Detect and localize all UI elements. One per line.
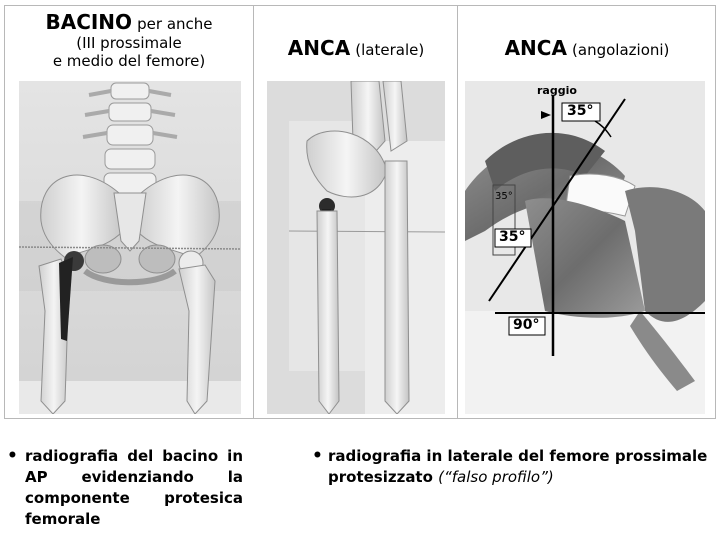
panel-2-title-rest: (laterale) [355,41,425,59]
panel-3-title-rest: (angolazioni) [572,41,670,59]
panel-1-subtitle-line1: (III prossimale [76,34,182,52]
bullet-1-text: radiografia del bacino in AP evidenziando la componente protesica femorale [25,447,243,528]
angle-bottom-label: 90° [513,317,540,333]
angle-mid-label: 35° [499,229,526,245]
bullet-2 [312,446,712,488]
hip-lateral-image [267,81,445,414]
bullet-1 [7,446,243,530]
panel-1-title [6,10,252,70]
panel-divider-1 [253,5,254,419]
pelvis-ap-image [19,81,241,414]
panel-2-title-bold: ANCA [287,36,351,60]
bullet-2-italic: (“falso profilo”) [438,468,554,486]
ray-label: raggio [537,84,577,97]
bullet-1-dot: • [7,446,18,466]
hip-angulation-photo [465,81,705,414]
angle-small-label: 35° [495,191,513,202]
panel-3-title-bold: ANCA [504,36,567,60]
panel-2-title [255,36,457,60]
bullet-2-text: radiografia in laterale del femore prossimale protesizzato [328,447,708,486]
panel-1-title-bold: BACINO [45,10,133,34]
panel-1-subtitle-line2: e medio del femore) [52,52,206,70]
panel-divider-2 [457,5,458,419]
angle-top-label: 35° [567,103,594,119]
panel-1-title-rest: per anche [137,15,213,33]
bullet-2-dot: • [312,446,323,466]
panel-3-title [459,36,715,60]
